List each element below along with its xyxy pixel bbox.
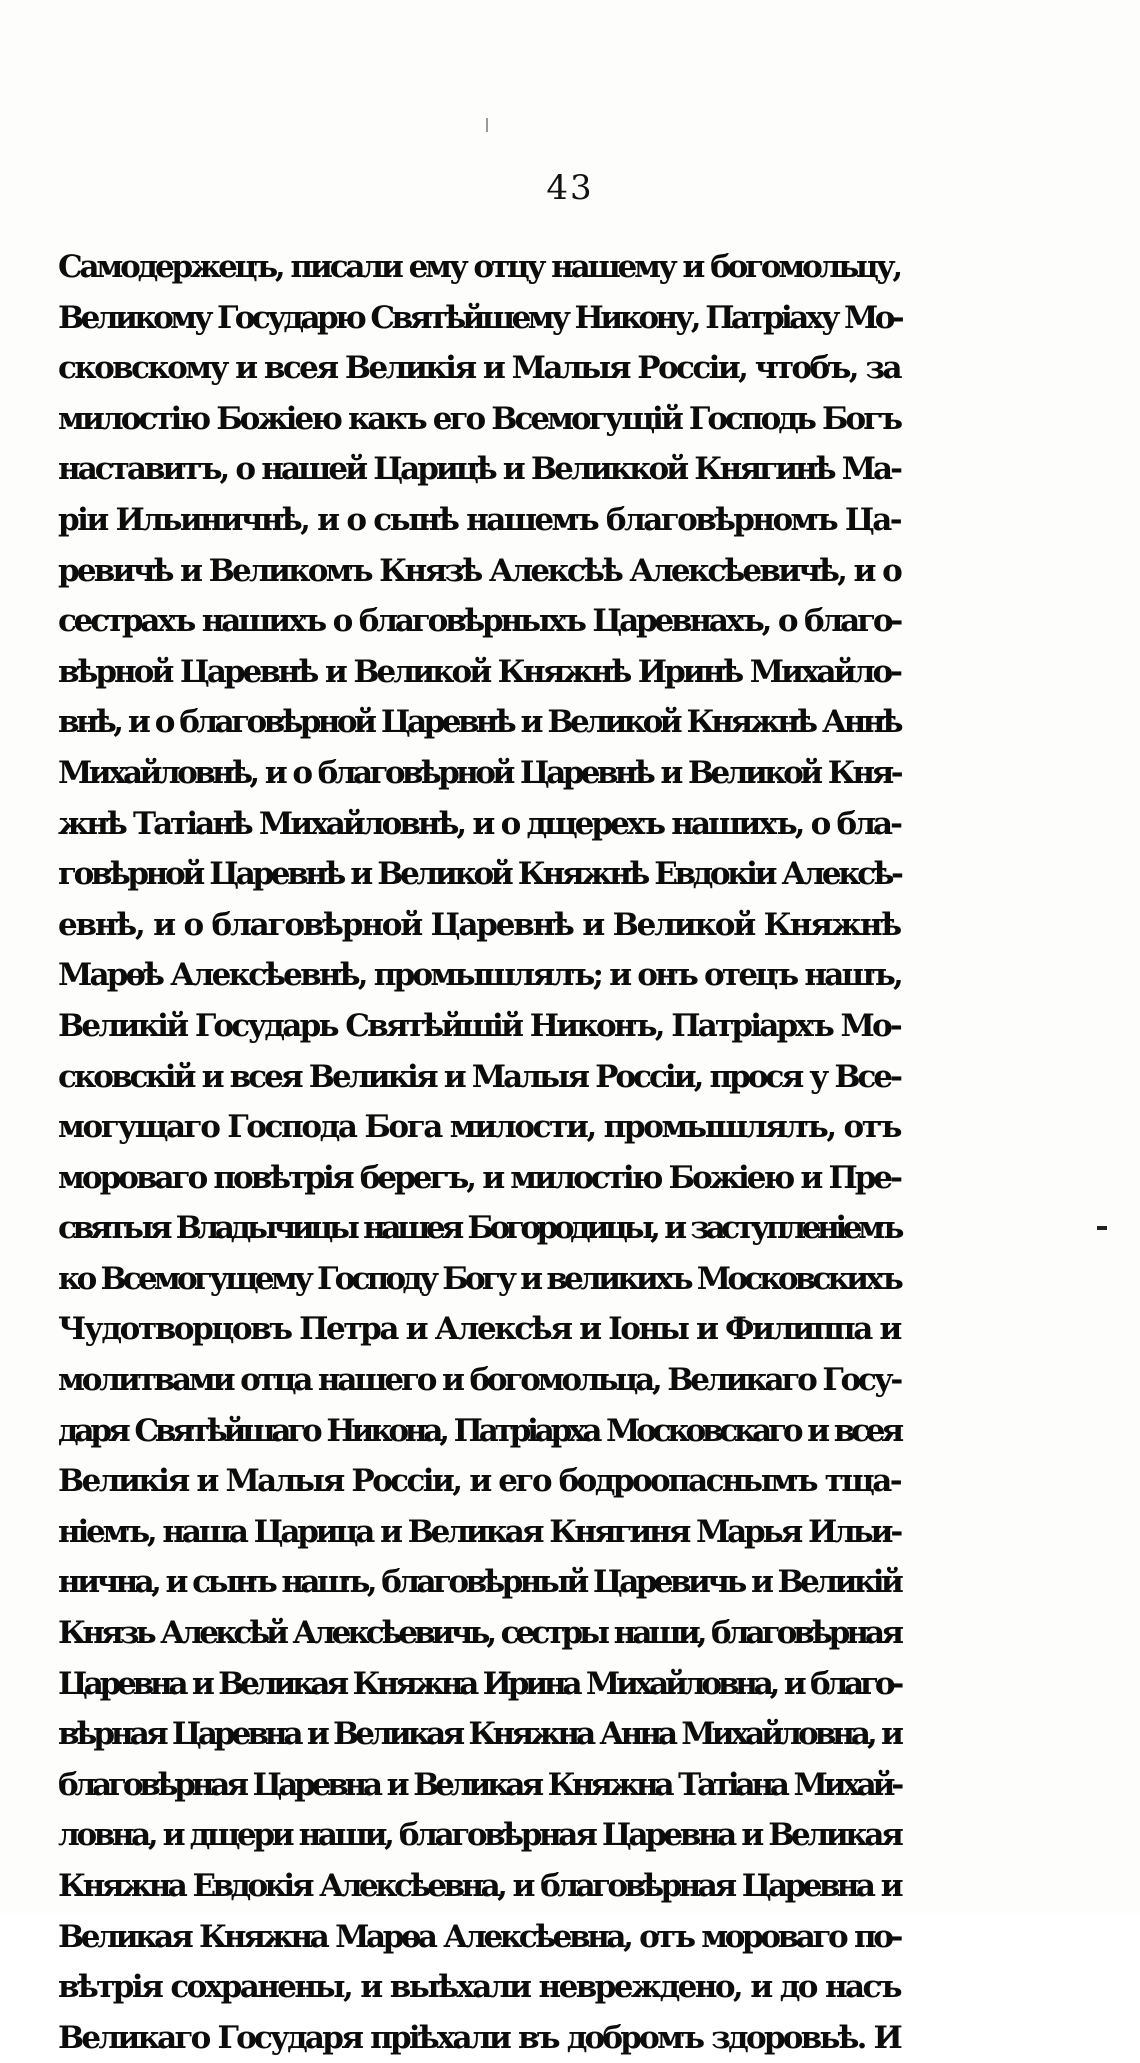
text-line: сковскій и всея Великія и Малыя Россіи, прося у Все- xyxy=(58,1058,900,1095)
text-line: Михайловнѣ, и о благовѣрной Царевнѣ и Великой Кня- xyxy=(58,754,900,791)
text-line: Князь Алексѣй Алексѣевичь, сестры наши, благовѣрная xyxy=(58,1615,900,1652)
text-line: Самодержецъ, писали ему отцу нашему и богомольцу, xyxy=(58,249,900,285)
text-line: молитвами отца нашего и богомольца, Великаго Госу- xyxy=(58,1362,900,1399)
page-number: 43 xyxy=(546,168,594,208)
text-line: вѣрная Царевна и Великая Княжна Анна Михайловна, и xyxy=(58,1716,900,1753)
text-line: даря Святѣйшаго Никона, Патріарха Московскаго и всея xyxy=(58,1412,900,1449)
body-text xyxy=(58,242,900,2063)
text-line: Чудотворцовъ Петра и Алексѣя и Іоны и Филиппа и xyxy=(58,1311,900,1348)
text-line: Великія и Малыя Россіи, и его бодроопаснымъ тща- xyxy=(58,1463,900,1500)
text-line: евнѣ, и о благовѣрной Царевнѣ и Великой Княжнѣ xyxy=(58,906,900,943)
text-line: вѣтрія сохранены, и выѣхали невреждено, и до насъ xyxy=(58,1969,900,2006)
text-line: сестрахъ нашихъ о благовѣрныхъ Царевнахъ, о благо- xyxy=(58,603,900,640)
text-line: могущаго Господа Бога милости, промышлялъ, отъ xyxy=(58,1109,900,1146)
text-line: Царевна и Великая Княжна Ирина Михайловна, и благо- xyxy=(58,1665,900,1702)
text-line: наставитъ, о нашей Царицѣ и Великкой Княгинѣ Ма- xyxy=(58,451,900,488)
text-line: Великая Княжна Марѳа Алексѣевна, отъ мороваго по- xyxy=(58,1918,900,1955)
text-line: Великому Государю Святѣйшему Никону, Патріаху Мо- xyxy=(58,299,902,336)
text-line: ревичѣ и Великомъ Князѣ Алексѣѣ Алексѣевичѣ, и о xyxy=(58,552,900,589)
text-line: говѣрной Царевнѣ и Великой Княжнѣ Евдокіи Алексѣ- xyxy=(58,856,901,893)
text-line: ніемъ, наша Царица и Великая Княгиня Марья Ильи- xyxy=(58,1513,900,1550)
text-line: святыя Владычицы нашея Богородицы, и заступленіемъ xyxy=(58,1210,900,1247)
text-line: Княжна Евдокія Алексѣевна, и благовѣрная Царевна и xyxy=(58,1868,900,1904)
text-line: жнѣ Татіанѣ Михайловнѣ, и о дщерехъ нашихъ, о бла- xyxy=(58,805,900,842)
text-line: милостію Божіею какъ его Всемогущій Господь Богъ xyxy=(58,400,900,437)
text-line: мороваго повѣтрія берегъ, и милостію Божіею и Пре- xyxy=(58,1159,900,1196)
text-line: благовѣрная Царевна и Великая Княжна Татіана Михай- xyxy=(58,1766,900,1803)
text-line: Великій Государь Святѣйшій Никонъ, Патріархъ Мо- xyxy=(58,1007,900,1044)
text-line: ловна, и дщери наши, благовѣрная Царевна и Великая xyxy=(58,1817,901,1854)
margin-tick-mark xyxy=(486,118,488,132)
text-line: нична, и сынъ нашъ, благовѣрный Царевичь и Великій xyxy=(58,1564,901,1601)
text-line: ко Всемогущему Господу Богу и великихъ Московскихъ xyxy=(58,1260,900,1297)
text-line: вѣрной Царевнѣ и Великой Княжнѣ Иринѣ Михайло- xyxy=(58,653,900,690)
text-line: ріи Ильиничнѣ, и о сынѣ нашемъ благовѣрномъ Ца- xyxy=(58,501,900,538)
text-line: Марѳѣ Алексѣевнѣ, промышлялъ; и онъ отецъ нашъ, xyxy=(58,957,901,994)
text-line: Великаго Государя пріѣхали въ добромъ здоровьѣ. И xyxy=(58,2019,900,2056)
margin-speck xyxy=(1097,1226,1107,1230)
text-line: сковскому и всея Великія и Малыя Россіи, чтобъ, за xyxy=(58,350,900,387)
text-line: внѣ, и о благовѣрной Царевнѣ и Великой Княжнѣ Аннѣ xyxy=(58,704,900,741)
